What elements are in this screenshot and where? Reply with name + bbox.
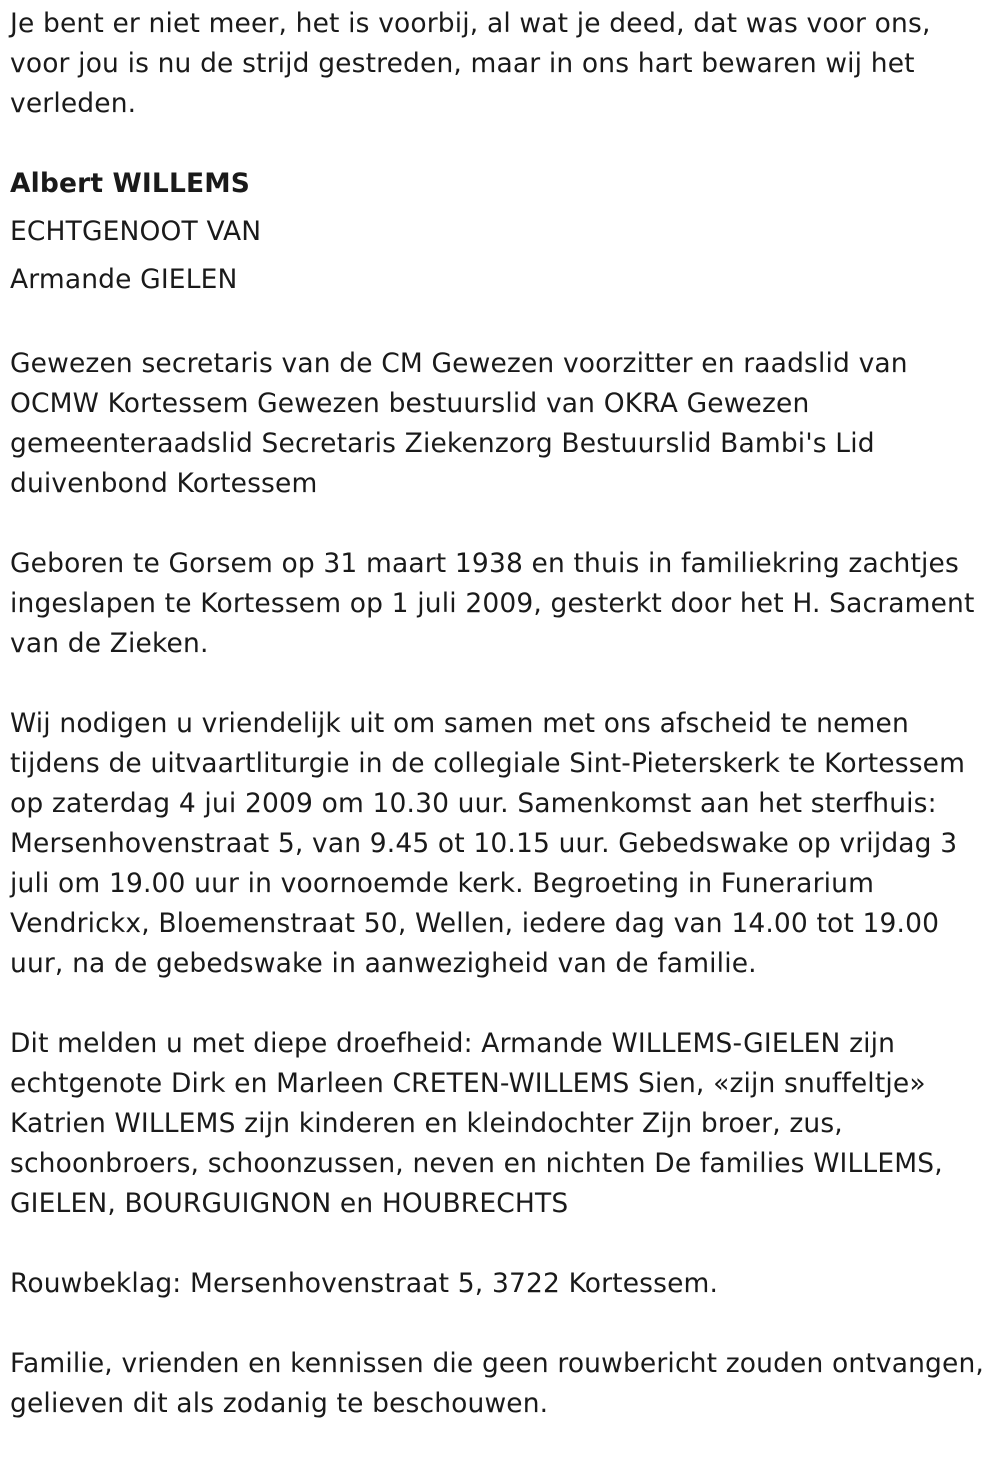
intro-verse: Je bent er niet meer, het is voorbij, al wat je deed, dat was voor ons, voor jou is nu de strijd gestreden, maar in ons hart bewaren wij het verleden. xyxy=(10,8,931,119)
closing-note: Familie, vrienden en kennissen die geen rouwbericht zouden ontvangen, gelieven dit als zodanig te beschouwen. xyxy=(10,1348,984,1419)
obituary-document xyxy=(10,4,990,1464)
functions-paragraph: Gewezen secretaris van de CM Gewezen voorzitter en raadslid van OCMW Kortessem Gewezen bestuurslid van OKRA Gewezen gemeenteraadslid Secretaris Ziekenzorg Bestuurslid Bambi's Lid duivenbond Kortessem xyxy=(10,348,908,499)
condolence-address: Rouwbeklag: Mersenhovenstraat 5, 3722 Kortessem. xyxy=(10,1268,719,1299)
invitation-paragraph: Wij nodigen u vriendelijk uit om samen met ons afscheid te nemen tijdens de uitvaartliturgie in de collegiale Sint-Pieterskerk te Kortessem op zaterdag 4 jui 2009 om 10.30 uur. Samenkomst aan het sterfhuis: Mersenhovenstraat 5, van 9.45 ot 10.15 uur. Gebedswake op vrijdag 3 juli om 19.00 uur in voornoemde kerk. Begroeting in Funerarium Vendrickx, Bloemenstraat 50, Wellen, iedere dag van 14.00 tot 19.00 uur, na de gebedswake in aanwezigheid van de familie. xyxy=(10,708,966,979)
birth-death-paragraph: Geboren te Gorsem op 31 maart 1938 en thuis in familiekring zachtjes ingeslapen te Kortessem op 1 juli 2009, gesterkt door het H. Sacrament van de Zieken. xyxy=(10,548,975,659)
spouse-name: Armande GIELEN xyxy=(10,264,238,295)
relation-label: ECHTGENOOT VAN xyxy=(10,216,262,247)
family-paragraph: Dit melden u met diepe droefheid: Armande WILLEMS-GIELEN zijn echtgenote Dirk en Marleen CRETEN-WILLEMS Sien, «zijn snuffeltje» Katrien WILLEMS zijn kinderen en kleindochter Zijn broer, zus, schoonbroers, schoonzussen, neven en nichten De families WILLEMS, GIELEN, BOURGUIGNON en HOUBRECHTS xyxy=(10,1028,943,1219)
deceased-name: Albert WILLEMS xyxy=(10,168,251,199)
deceased-block xyxy=(10,164,990,304)
